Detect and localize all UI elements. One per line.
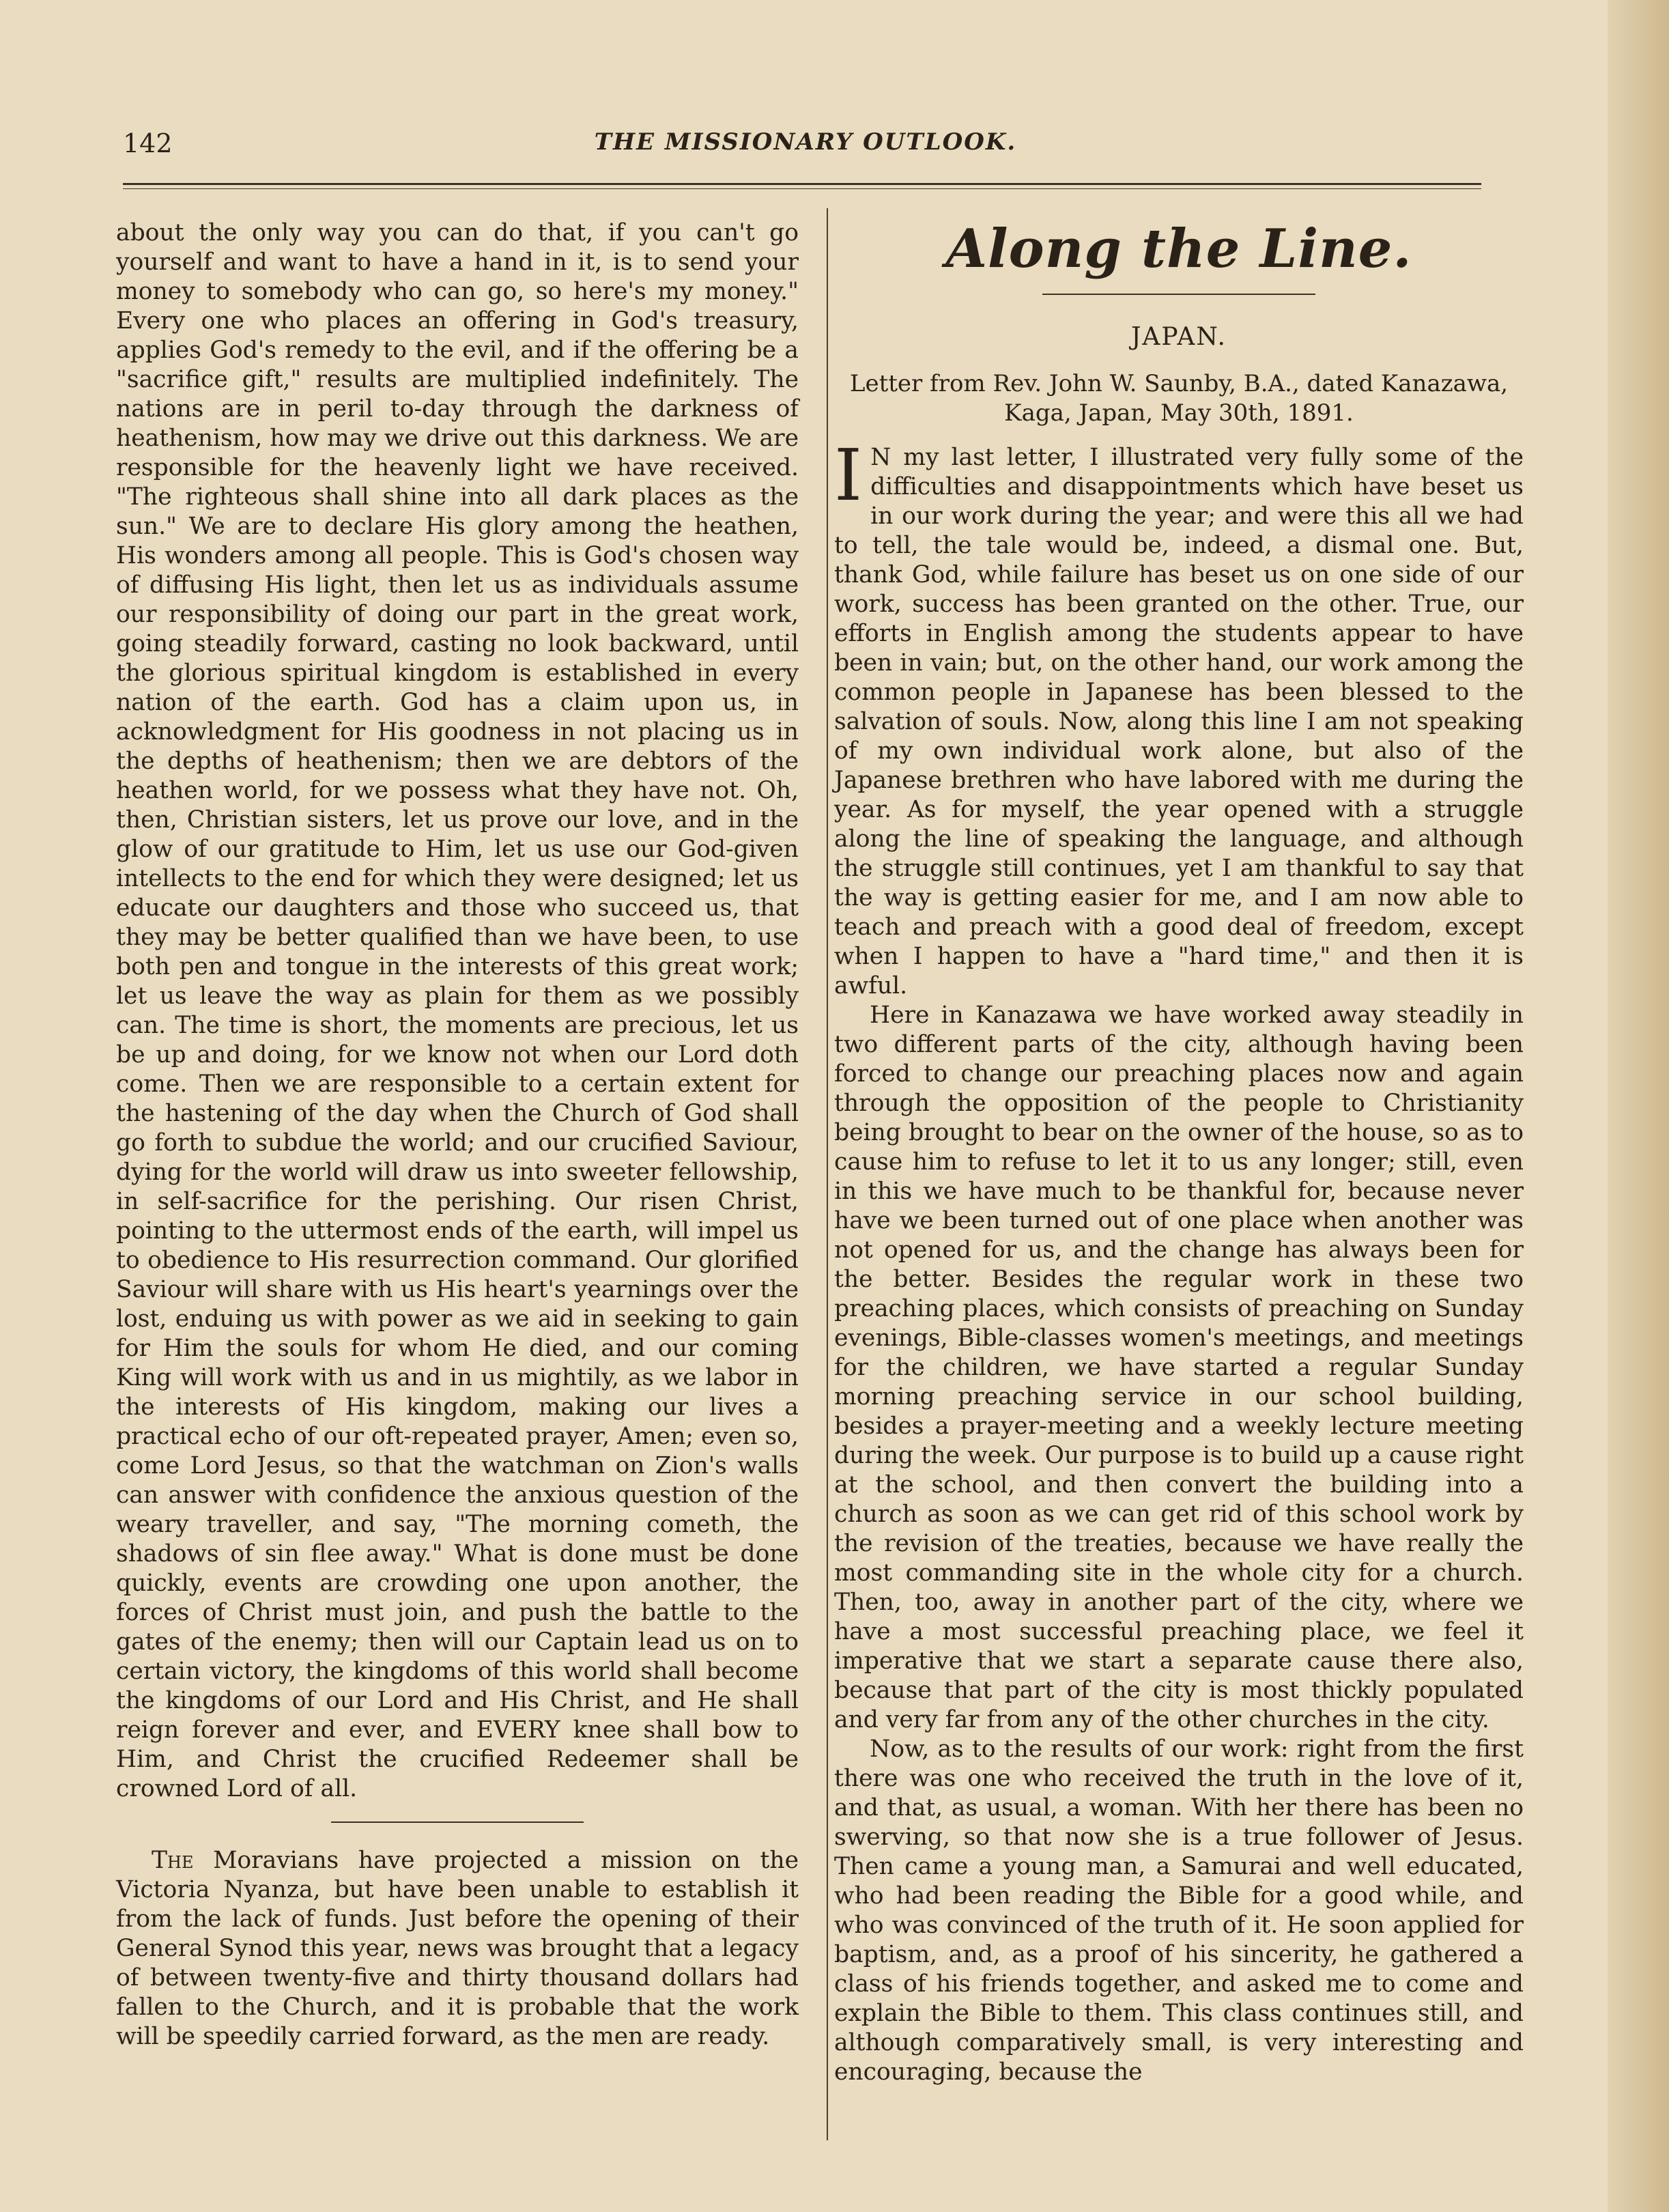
letter-dateline: Letter from Rev. John W. Saunby, B.A., dated Kanazawa, Kaga, Japan, May 30th, 1891. bbox=[849, 370, 1509, 427]
right-paragraph-1-text: N my last letter, I illustrated very fully some of the difficulties and disappointments which have beset us in our work during the year; and were this all we had to tell, the tale would be, indeed, a dismal one. But, thank God, while failure has beset us on one side of our work, success has been granted on the other. True, our efforts in English among the students appear to have been in vain; but, on the other hand, our work among the common people in Japanese has been blessed to the salvation of souls. Now, along this line I am not speaking of my own individual work alone, but also of the Japanese brethren who have labored with me during the year. As for myself, the year opened with a struggle along the line of speaking the language, and although the struggle still continues, yet I am thankful to say that the way is getting easier for me, and I am now able to teach and preach with a good deal of freedom, except when I happen to have a "hard time," and then it is awful. bbox=[834, 444, 1524, 999]
section-rule bbox=[331, 1821, 584, 1823]
header-rule bbox=[123, 183, 1481, 189]
page-number: 142 bbox=[123, 128, 173, 158]
right-paragraph-1 bbox=[834, 434, 1524, 1001]
left-column bbox=[116, 218, 799, 2052]
right-paragraph-3: Now, as to the results of our work: right from the first there was one who received the truth in the love of it, and that, as usual, a woman. With her there has been no swerving, so that now she is a true follower of Jesus. Then came a young man, a Samurai and well educated, who had been reading the Bible for a good while, and who was convinced of the truth of it. He soon applied for baptism, and, as a proof of his sincerity, he gathered a class of his friends together, and asked me to come and explain the Bible to them. This class continues still, and although comparatively small, is very interesting and encouraging, because the bbox=[834, 1735, 1524, 2086]
running-title: THE MISSIONARY OUTLOOK. bbox=[594, 128, 1017, 156]
right-paragraph-2: Here in Kanazawa we have worked away steadily in two different parts of the city, although having been forced to change our preaching places now and again through the opposition of the people to Christianity being brought to bear on the owner of the house, so as to cause him to refuse to let it to us any longer; still, even in this we have much to be thankful for, because never have we been turned out of one place when another was not opened for us, and the change has always been for the better. Besides the regular work in these two preaching places, which consists of preaching on Sunday evenings, Bible-classes women's meetings, and meetings for the children, we have started a regular Sunday morning preaching service in our school building, besides a prayer-meeting and a weekly lecture meeting during the week. Our purpose is to build up a cause right at the school, and then convert the building into a church as soon as we can get rid of this school work by the revision of the treaties, because we have really the most commanding site in the whole city for a church. Then, too, away in another part of the city, where we have a most successful preaching place, we feel it imperative that we start a separate cause there also, because that part of the city is most thickly populated and very far from any of the other churches in the city. bbox=[834, 1002, 1524, 1733]
left-paragraph-1: about the only way you can do that, if you can't go yourself and want to have a hand in it, is to send your money to somebody who can go, so here's my money." Every one who places an offering in God's treasury, applies God's remedy to the evil, and if the offering be a "sacrifice gift," results are multiplied indefinitely. The nations are in peril to-day through the darkness of heathenism, how may we drive out this darkness. We are responsible for the heavenly light we have received. "The righteous shall shine into all dark places as the sun." We are to declare His glory among the heathen, His wonders among all people. This is God's chosen way of diffusing His light, then let us as individuals assume our responsibility of doing our part in the great work, going steadily forward, casting no look backward, until the glorious spiritual kingdom is established in every nation of the earth. God has a claim upon us, in acknowledgment for His goodness in not placing us in the depths of heathenism; then we are debtors of the heathen world, for we possess what they have not. Oh, then, Christian sisters, let us prove our love, and in the glow of our gratitude to Him, let us use our God-given intellects to the end for which they were designed; let us educate our daughters and those who succeed us, that they may be better qualified than we have been, to use both pen and tongue in the interests of this great work; let us leave the way as plain for them as we possibly can. The time is short, the moments are precious, let us be up and doing, for we know not when our Lord doth come. Then we are responsible to a certain extent for the hastening of the day when the Church of God shall go forth to subdue the world; and our crucified Saviour, dying for the world will draw us into sweeter fellowship, in self-sacrifice for the perishing. Our risen Christ, pointing to the uttermost ends of the earth, will impel us to obedience to His resurrection command. Our glorified Saviour will share with us His heart's yearnings over the lost, enduing us with power as we aid in seeking to gain for Him the souls for whom He died, and our coming King will work with us and in us mightily, as we labor in the interests of His kingdom, making our lives a practical echo of our oft-repeated prayer, Amen; even so, come Lord Jesus, so that the watchman on Zion's walls can answer with confidence the anxious question of the weary traveller, and say, "The morning cometh, the shadows of sin flee away." What is done must be done quickly, events are crowding one upon another, the forces of Christ must join, and push the battle to the gates of the enemy; then will our Captain lead us on to certain victory, the kingdoms of this world shall become the kingdoms of our Lord and His Christ, and He shall reign forever and ever, and EVERY knee shall bow to Him, and Christ the crucified Redeemer shall be crowned Lord of all. bbox=[116, 219, 799, 1802]
subheading: JAPAN. bbox=[1131, 323, 1227, 351]
heading-rule bbox=[1042, 294, 1315, 295]
page-header bbox=[123, 128, 1488, 169]
left-paragraph-2-text: Moravians have projected a mission on the Victoria Nyanza, but have been unable to establish it from the lack of funds. Just before the opening of their General Synod this year, news was brought that a legacy of between twenty-five and thirty thousand dollars had fallen to the Church, and it is probable that the work will be speedily carried forward, as the men are ready. bbox=[116, 1847, 799, 2050]
left-paragraph-2 bbox=[116, 1846, 799, 2052]
right-column bbox=[834, 218, 1524, 2087]
section-heading: Along the Line. bbox=[945, 218, 1412, 280]
page-edge-shadow bbox=[1608, 0, 1669, 2212]
column-divider bbox=[827, 208, 828, 2140]
paragraph-lead-word: The bbox=[152, 1847, 194, 1874]
drop-cap: I bbox=[834, 434, 863, 517]
